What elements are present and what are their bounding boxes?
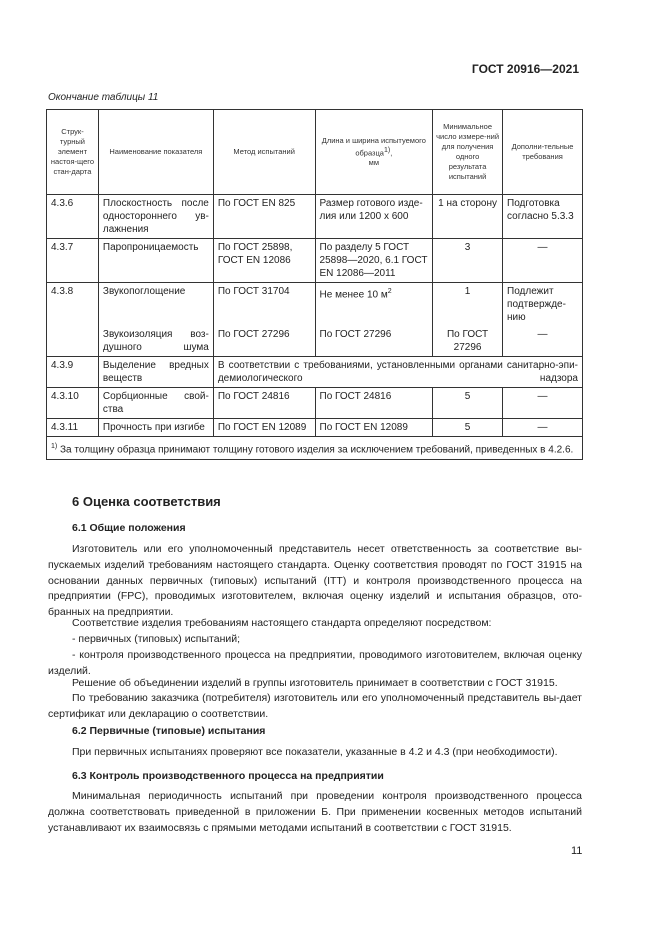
footnote-text: За толщину образца принимают толщину готового изделия за исключением требований, приведенных в 4.2.6. [60, 444, 574, 456]
table-footnote-row [47, 437, 583, 460]
requirements-table [46, 109, 583, 460]
cell-count: 5 [433, 419, 503, 437]
cell-clause: 4.3.10 [47, 388, 99, 419]
cell-clause: 4.3.7 [47, 239, 99, 283]
paragraph: При первичных испытаниях проверяют все показатели, указанные в 4.2 и 4.3 (при необходимости). [72, 746, 558, 758]
col-header-size-label: Длина и ширина испытуемого образца [321, 135, 426, 158]
cell-name: Плоскостность после одностороннего ув-лажнения [98, 195, 213, 239]
cell-name: Звукоизоляция воз-душного шума [98, 326, 213, 357]
paragraph: Изготовитель или его уполномоченный представитель несет ответственность за соответствие вы-пускаемых изделий требованиям настоящего стандарта. Оценку соответствия проводят по ГОСТ 31915 на основании данных первичных (типовых) испытаний (ITT) и контроля производственного процесса на предприятии (FPC), проводимых изготовителем, включая оценку изделий и испытания образцов, ото-бранных на предприятии. [48, 543, 582, 619]
cell-extra: — [503, 239, 583, 283]
col-header-size: Длина и ширина испытуемого образца$^{1)}$, мм [315, 110, 433, 195]
table-caption: Окончание таблицы 11 [48, 92, 159, 103]
col-header-extra: Дополни-тельные требования [503, 110, 583, 195]
cell-method: По ГОСТ EN 12089 [213, 419, 315, 437]
paragraph: Соответствие изделия требованиям настоящего стандарта определяют посредством: [72, 617, 492, 629]
col-header-count: Минимальное число измере-ний для получения одного результата испытаний [433, 110, 503, 195]
table-row [47, 388, 583, 419]
paragraph: Минимальная периодичность испытаний при проведении контроля производственного процесса должна соответствовать приведенной в приложении Б. При применении косвенных методов испытаний устанавливают их взаимосвязь с прямыми методами испытаний в соответствии с ГОСТ 31915. [48, 790, 582, 834]
cell-clause: 4.3.8 [47, 283, 99, 357]
cell-extra: — [503, 419, 583, 437]
cell-extra: — [503, 388, 583, 419]
cell-count: По ГОСТ 27296 [433, 326, 503, 357]
cell-method: По ГОСТ 24816 [213, 388, 315, 419]
document-id: ГОСТ 20916—2021 [471, 62, 579, 76]
cell-size: По ГОСТ EN 12089 [315, 419, 433, 437]
section-6-3-title: 6.3 Контроль производственного процесса на предприятии [72, 770, 384, 782]
cell-clause: 4.3.9 [47, 357, 99, 388]
table-row [47, 326, 583, 357]
section-6-title: 6 Оценка соответствия [72, 494, 221, 509]
col-header-size-unit: мм [368, 158, 379, 168]
list-item: - первичных (типовых) испытаний; [72, 633, 241, 645]
paragraph: Решение об объединении изделий в группы изготовитель принимает в соответствии с ГОСТ 31915. [72, 677, 558, 689]
cell-name: Звукопоглощение [98, 283, 213, 327]
table-header-row [47, 110, 583, 195]
cell-extra: Подготовка согласно 5.3.3 [503, 195, 583, 239]
table-row [47, 239, 583, 283]
cell-extra: — [503, 326, 583, 357]
table-row [47, 419, 583, 437]
cell-clause: 4.3.11 [47, 419, 99, 437]
cell-count: 5 [433, 388, 503, 419]
cell-size: По ГОСТ 24816 [315, 388, 433, 419]
cell-count: 3 [433, 239, 503, 283]
cell-size: Размер готового изде-лия или 1200 х 600 [315, 195, 433, 239]
footnote-ref: 1) [383, 146, 391, 154]
list-item: - контроля производственного процесса на предприятии, проводимого изготовителем, включая оценку изделий. [48, 649, 582, 677]
cell-name: Сорбционные свой-ства [98, 388, 213, 419]
superscript: 2 [387, 288, 392, 295]
cell-method: По ГОСТ 25898, ГОСТ EN 12086 [213, 239, 315, 283]
cell-size-text: Не менее 10 м [319, 289, 388, 301]
table-footnote [47, 437, 583, 460]
cell-method: По ГОСТ EN 825 [213, 195, 315, 239]
cell-size [315, 283, 433, 327]
section-6-1-title: 6.1 Общие положения [72, 522, 186, 534]
col-header-method: Метод испытаний [213, 110, 315, 195]
col-header-clause: Струк-турный элемент настоя-щего стан-дарта [47, 110, 99, 195]
table-row [47, 195, 583, 239]
paragraph: По требованию заказчика (потребителя) изготовитель или его уполномоченный представитель вы-дает сертификат или декларацию о соответствии. [48, 692, 582, 720]
cell-clause: 4.3.6 [47, 195, 99, 239]
cell-name: Выделение вредных веществ [98, 357, 213, 388]
cell-name: Паропроницаемость [98, 239, 213, 283]
col-header-name: Наименование показателя [98, 110, 213, 195]
cell-merged-requirement: В соответствии с требованиями, установленными органами санитарно-эпи-демиологического надзора [213, 357, 582, 388]
table-row [47, 357, 583, 388]
footnote-mark: 1) [51, 443, 58, 450]
cell-count: 1 [433, 283, 503, 327]
section-6-2-title: 6.2 Первичные (типовые) испытания [72, 725, 266, 737]
cell-size: По разделу 5 ГОСТ 25898—2020, 6.1 ГОСТ EN 12086—2011 [315, 239, 433, 283]
cell-size: По ГОСТ 27296 [315, 326, 433, 357]
cell-extra: Подлежит подтвержде-нию [503, 283, 583, 327]
cell-method: По ГОСТ 31704 [213, 283, 315, 327]
cell-name: Прочность при изгибе [98, 419, 213, 437]
cell-count: 1 на сторону [433, 195, 503, 239]
cell-method: По ГОСТ 27296 [213, 326, 315, 357]
page-number: 11 [571, 845, 583, 857]
table-row [47, 283, 583, 327]
